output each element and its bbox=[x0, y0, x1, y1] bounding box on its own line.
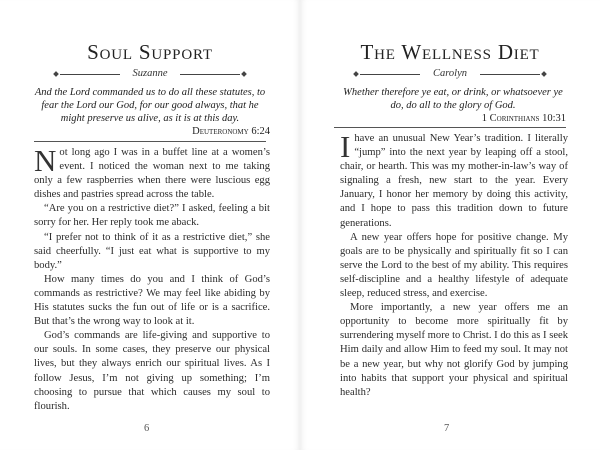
body-text bbox=[340, 129, 569, 400]
verse-text: And the Lord commanded us to do all these statutes, to fear the Lord our God, for our good always, that he might preserve us alive, as it is at this day. bbox=[34, 87, 266, 124]
paragraph: Not long ago I was in a buffet line at a women’s event. I noticed the woman next to me taking only a few raspberries when there were luscious egg dishes and pastries spread across the table. bbox=[34, 143, 270, 201]
body-text bbox=[34, 143, 270, 414]
paragraph: “Are you on a restrictive diet?” I asked, feeling a bit sorry for her. Her reply took me aback. bbox=[34, 203, 270, 229]
divider bbox=[34, 141, 266, 142]
divider bbox=[334, 127, 566, 128]
author-name: Suzanne bbox=[132, 68, 168, 79]
devotion-title: The Wellness Diet bbox=[360, 40, 540, 64]
paragraph: A new year offers hope for positive change. My goals are to be physically and spiritually fit so I can serve the Lord to the best of my ability. This requires self-discipline and a healthy lifestyle of adequate sleep, reduced stress, and exercise. bbox=[340, 231, 568, 300]
paragraph: “I prefer not to think of it as a restrictive diet,” she said cheerfully. “I just eat what is supportive to my body.” bbox=[34, 231, 270, 271]
author-name: Carolyn bbox=[432, 68, 468, 79]
author-rule bbox=[48, 68, 252, 80]
paragraph: How many times do you and I think of God’s commands as restrictive? We may feel like abiding by His statutes sucks the fun out of life or is a sacrifice. But that’s the wrong way to look at it. bbox=[34, 273, 270, 328]
drop-cap: N bbox=[34, 143, 57, 178]
scripture-verse bbox=[30, 86, 270, 138]
drop-cap: I bbox=[340, 129, 351, 164]
paragraph: Ihave an unusual New Year’s tradition. I literally “jump” into the next year by leaping off a stool, chair, or hearth. This was my mother-in-law’s way of signaling a fresh, new start to the year. Every January, I honor her memory by doing this activity, and I hope to pass this tradition down to future generations. bbox=[340, 129, 568, 229]
verse-reference: 1 Corinthians 10:31 bbox=[481, 113, 566, 124]
page-number: 7 bbox=[444, 423, 450, 434]
devotion-title: Soul Support bbox=[87, 40, 213, 64]
verse-reference: Deuteronomy 6:24 bbox=[192, 126, 270, 137]
page-number: 6 bbox=[144, 423, 150, 434]
scripture-verse bbox=[340, 86, 566, 125]
paragraph: God’s commands are life-giving and supportive to our souls. In some cases, they preserve our physical lives, but they always enrich our spiritual lives. As I follow Jesus, I’m not giving up something; I’m choosing to pursue that which causes my soul to flourish. bbox=[34, 330, 270, 412]
paragraph: More importantly, a new year offers me an opportunity to become more spiritually fit by surrendering myself more to Christ. I do this as I seek Him daily and allow Him to feed my soul. It may not be a new year, but why not glorify God by jumping into habits that support your physical and spiritual health? bbox=[340, 302, 569, 398]
author-rule bbox=[348, 68, 552, 80]
right-page bbox=[300, 0, 600, 450]
verse-text: Whether therefore ye eat, or drink, or whatsoever ye do, do all to the glory of God. bbox=[343, 87, 563, 111]
